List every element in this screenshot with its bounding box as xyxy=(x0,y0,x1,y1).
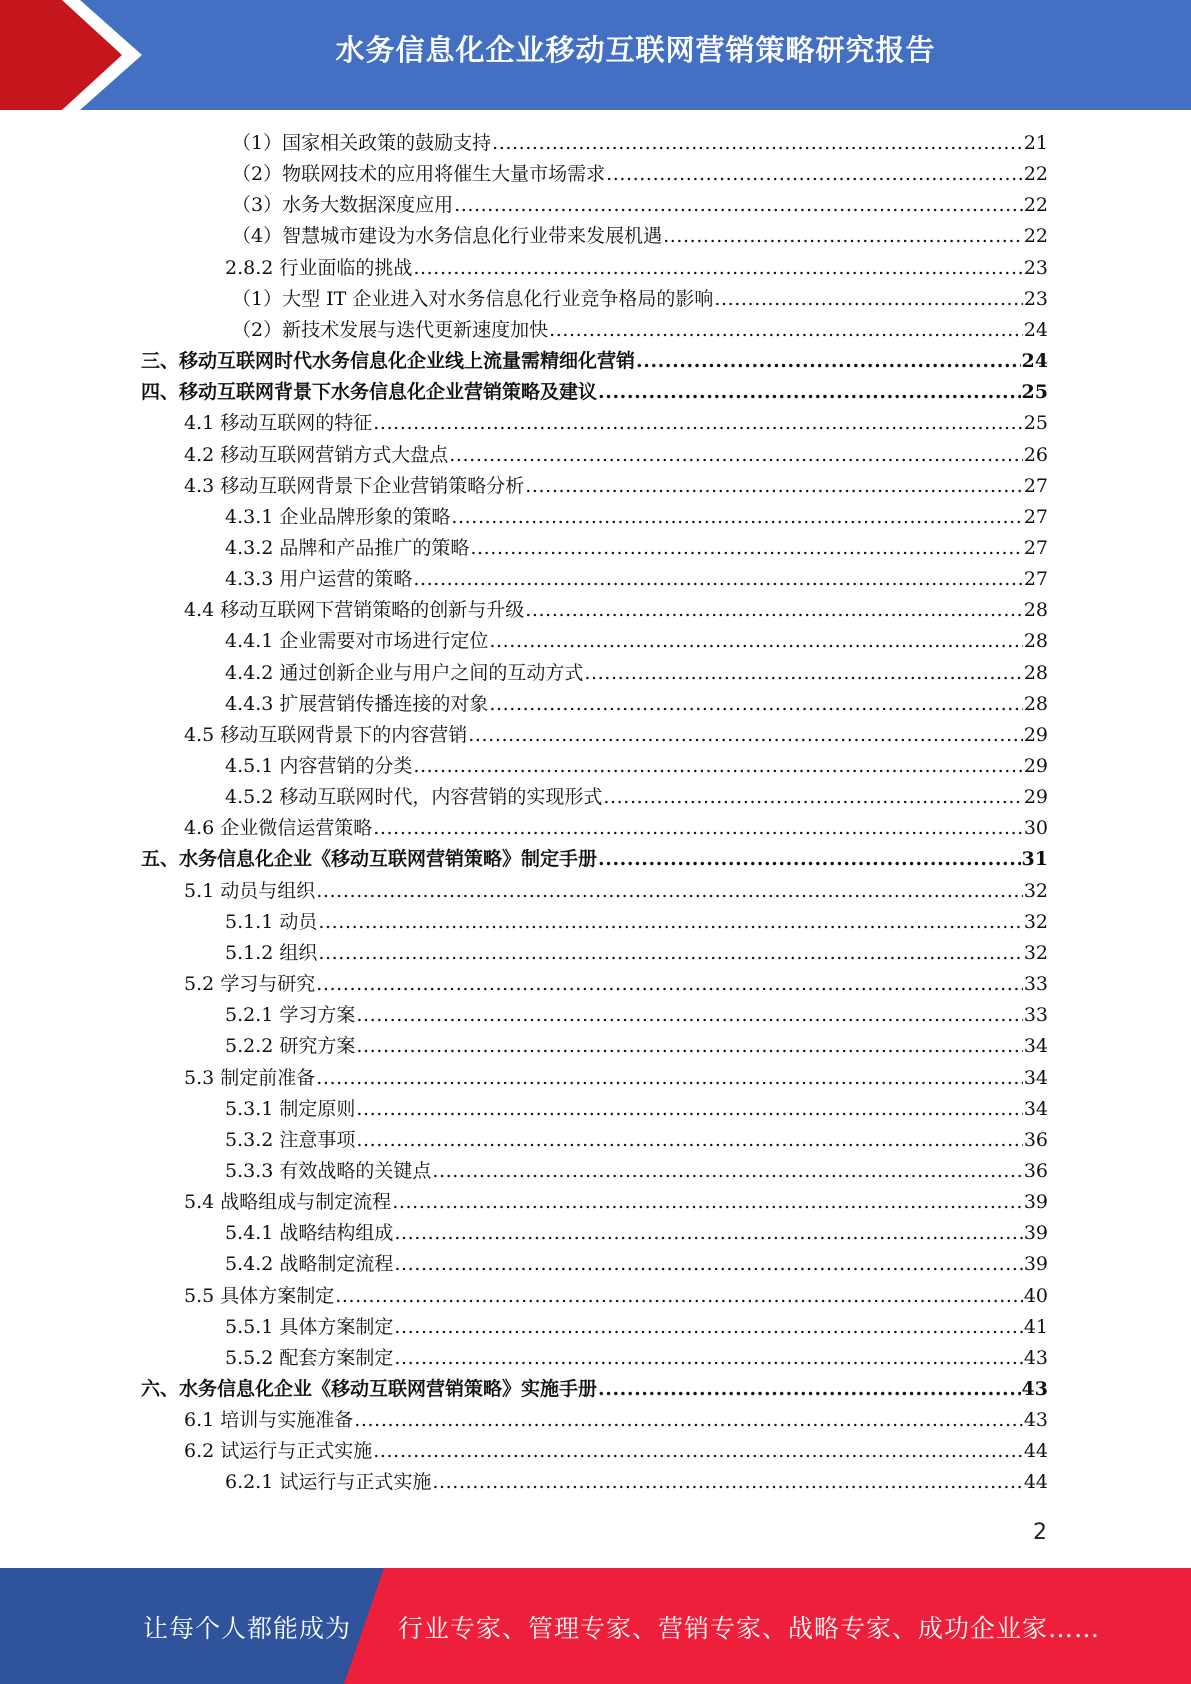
toc-dot-leader xyxy=(598,1374,1021,1405)
toc-entry[interactable] xyxy=(225,253,1048,284)
toc-entry[interactable] xyxy=(232,284,1048,315)
toc-entry[interactable] xyxy=(225,751,1048,782)
toc-entry-page: 29 xyxy=(1023,723,1048,746)
toc-entry[interactable] xyxy=(184,1063,1048,1094)
toc-entry-page: 23 xyxy=(1023,287,1048,310)
toc-dot-leader xyxy=(316,876,1023,907)
toc-entry[interactable] xyxy=(184,471,1048,502)
toc-dot-leader xyxy=(356,1094,1022,1125)
toc-dot-leader xyxy=(373,1436,1023,1467)
toc-entry-label: 4.5 移动互联网背景下的内容营销 xyxy=(184,723,468,746)
toc-entry-label: 4.3.3 用户运营的策略 xyxy=(225,568,413,591)
toc-entry-page: 27 xyxy=(1023,568,1048,591)
toc-entry-page: 29 xyxy=(1023,755,1048,777)
toc-entry[interactable] xyxy=(232,221,1048,252)
toc-entry[interactable] xyxy=(184,1281,1048,1312)
toc-entry[interactable] xyxy=(141,377,1048,408)
toc-entry-page: 36 xyxy=(1023,1128,1048,1151)
toc-entry-page: 27 xyxy=(1023,505,1048,528)
toc-dot-leader xyxy=(394,1312,1022,1343)
toc-entry[interactable] xyxy=(184,595,1048,626)
toc-dot-leader xyxy=(316,969,1023,1000)
toc-dot-leader xyxy=(598,377,1021,408)
toc-entry-label: 2.8.2 行业面临的挑战 xyxy=(225,256,413,279)
toc-entry-label: 5.2 学习与研究 xyxy=(184,973,316,996)
toc-dot-leader xyxy=(394,1343,1022,1374)
toc-entry-page: 23 xyxy=(1023,256,1048,279)
toc-entry-page: 32 xyxy=(1023,941,1048,964)
toc-entry[interactable] xyxy=(232,159,1048,190)
toc-entry-page: 22 xyxy=(1023,194,1048,217)
footer-slogan-left: 让每个人都能成为 xyxy=(143,1614,352,1643)
toc-entry[interactable] xyxy=(184,1187,1048,1218)
toc-entry[interactable] xyxy=(141,1374,1048,1405)
toc-entry-page: 25 xyxy=(1021,381,1048,404)
toc-dot-leader xyxy=(598,844,1021,875)
toc-entry-label: 4.2 移动互联网营销方式大盘点 xyxy=(184,443,449,466)
toc-dot-leader xyxy=(413,564,1022,595)
toc-entry-page: 30 xyxy=(1023,817,1048,840)
toc-entry-page: 39 xyxy=(1023,1222,1048,1245)
toc-dot-leader xyxy=(492,128,1023,159)
toc-entry[interactable] xyxy=(184,1436,1048,1467)
toc-dot-leader xyxy=(663,221,1023,252)
toc-entry-label: 5.1 动员与组织 xyxy=(184,879,316,902)
toc-entry-label: 4.1 移动互联网的特征 xyxy=(184,412,373,435)
toc-dot-leader xyxy=(489,689,1022,720)
toc-dot-leader xyxy=(584,658,1022,689)
toc-entry-label: 5.4.2 战略制定流程 xyxy=(225,1253,394,1276)
toc-dot-leader xyxy=(606,159,1023,190)
toc-entry-label: （2）新技术发展与迭代更新速度加快 xyxy=(232,318,549,341)
toc-entry-page: 32 xyxy=(1023,879,1048,902)
toc-entry-label: （4）智慧城市建设为水务信息化行业带来发展机遇 xyxy=(232,225,663,248)
toc-entry[interactable] xyxy=(225,689,1048,720)
toc-entry-label: 6.2.1 试运行与正式实施 xyxy=(225,1471,432,1494)
toc-dot-leader xyxy=(394,1249,1022,1280)
toc-dot-leader xyxy=(525,595,1023,626)
toc-entry-page: 43 xyxy=(1023,1346,1048,1369)
toc-entry[interactable] xyxy=(225,1000,1048,1031)
toc-entry-page: 29 xyxy=(1023,786,1048,809)
toc-entry-label: 5.5 具体方案制定 xyxy=(184,1284,335,1307)
toc-entry-label: 4.4.1 企业需要对市场进行定位 xyxy=(225,630,489,653)
toc-entry[interactable] xyxy=(225,658,1048,689)
toc-entry-page: 39 xyxy=(1023,1253,1048,1276)
toc-entry-page: 24 xyxy=(1021,350,1048,373)
toc-dot-leader xyxy=(714,284,1022,315)
toc-dot-leader xyxy=(636,346,1021,377)
toc-entry-page: 33 xyxy=(1023,1004,1048,1027)
toc-entry-label: 4.4 移动互联网下营销策略的创新与升级 xyxy=(184,599,525,622)
toc-dot-leader xyxy=(525,471,1023,502)
toc-entry[interactable] xyxy=(232,315,1048,346)
toc-entry-label: （1）大型 IT 企业进入对水务信息化行业竞争格局的影响 xyxy=(232,287,714,310)
toc-entry-label: 6.1 培训与实施准备 xyxy=(184,1409,354,1432)
toc-dot-leader xyxy=(432,1156,1022,1187)
toc-dot-leader xyxy=(413,751,1022,782)
page-header xyxy=(0,0,1191,110)
toc-entry-page: 31 xyxy=(1021,848,1048,871)
toc-entry[interactable] xyxy=(225,502,1048,533)
page-number: 2 xyxy=(1033,1520,1047,1545)
toc-entry[interactable] xyxy=(184,720,1048,751)
toc-entry-page: 21 xyxy=(1023,132,1048,154)
toc-entry[interactable] xyxy=(184,876,1048,907)
toc-entry-page: 43 xyxy=(1021,1378,1048,1400)
toc-entry-label: 5.1.2 组织 xyxy=(225,941,318,964)
toc-dot-leader xyxy=(449,440,1023,471)
toc-dot-leader xyxy=(549,315,1023,346)
toc-entry[interactable] xyxy=(184,1405,1048,1436)
toc-entry[interactable] xyxy=(225,938,1048,969)
toc-dot-leader xyxy=(318,907,1022,938)
toc-entry[interactable] xyxy=(184,408,1048,439)
toc-entry-label: 5.3 制定前准备 xyxy=(184,1066,316,1089)
toc-entry-page: 34 xyxy=(1023,1097,1048,1120)
toc-entry-label: 4.5.1 内容营销的分类 xyxy=(225,755,413,777)
toc-dot-leader xyxy=(468,720,1023,751)
toc-entry[interactable] xyxy=(225,1094,1048,1125)
toc-entry-label: 5.3.3 有效战略的关键点 xyxy=(225,1159,432,1182)
toc-dot-leader xyxy=(373,408,1023,439)
toc-entry-label: 三、移动互联网时代水务信息化企业线上流量需精细化营销 xyxy=(141,350,636,373)
toc-entry-page: 34 xyxy=(1023,1035,1048,1058)
toc-entry-label: 4.3.1 企业品牌形象的策略 xyxy=(225,505,451,528)
toc-dot-leader xyxy=(470,533,1022,564)
report-title: 水务信息化企业移动互联网营销策略研究报告 xyxy=(335,33,936,67)
toc-entry[interactable] xyxy=(225,626,1048,657)
toc-entry-page: 43 xyxy=(1023,1409,1048,1432)
toc-entry-page: 24 xyxy=(1023,318,1048,341)
toc-entry[interactable] xyxy=(225,1031,1048,1062)
toc-entry-label: （2）物联网技术的应用将催生大量市场需求 xyxy=(232,163,606,186)
toc-entry-page: 36 xyxy=(1023,1159,1048,1182)
toc-entry-label: 5.1.1 动员 xyxy=(225,910,318,933)
toc-entry[interactable] xyxy=(225,533,1048,564)
toc-entry-label: 5.5.2 配套方案制定 xyxy=(225,1346,394,1369)
toc-entry-page: 28 xyxy=(1023,692,1048,715)
toc-entry-label: 5.2.2 研究方案 xyxy=(225,1035,356,1058)
toc-entry-label: 5.4 战略组成与制定流程 xyxy=(184,1191,392,1214)
toc-dot-leader xyxy=(318,938,1022,969)
toc-dot-leader xyxy=(335,1281,1023,1312)
toc-entry[interactable] xyxy=(141,844,1048,875)
toc-entry-label: 四、移动互联网背景下水务信息化企业营销策略及建议 xyxy=(141,381,598,404)
toc-entry[interactable] xyxy=(184,813,1048,844)
toc-entry[interactable] xyxy=(184,969,1048,1000)
toc-entry[interactable] xyxy=(225,1156,1048,1187)
toc-entry-page: 40 xyxy=(1023,1284,1048,1307)
toc-dot-leader xyxy=(454,190,1023,221)
toc-dot-leader xyxy=(413,253,1022,284)
toc-entry-page: 28 xyxy=(1023,599,1048,622)
toc-dot-leader xyxy=(354,1405,1023,1436)
toc-entry[interactable] xyxy=(225,1125,1048,1156)
toc-entry-page: 33 xyxy=(1023,973,1048,996)
toc-entry-page: 28 xyxy=(1023,630,1048,653)
toc-entry-label: 4.4.3 扩展营销传播连接的对象 xyxy=(225,692,489,715)
toc-entry[interactable] xyxy=(184,440,1048,471)
toc-entry-page: 32 xyxy=(1023,910,1048,933)
toc-entry-label: 五、水务信息化企业《移动互联网营销策略》制定手册 xyxy=(141,848,598,871)
toc-entry-page: 44 xyxy=(1023,1471,1048,1494)
toc-entry-label: 六、水务信息化企业《移动互联网营销策略》实施手册 xyxy=(141,1378,598,1400)
footer-slogan-right: 行业专家、管理专家、营销专家、战略专家、成功企业家…… xyxy=(398,1614,1101,1643)
toc-dot-leader xyxy=(392,1187,1023,1218)
toc-entry-page: 27 xyxy=(1023,536,1048,559)
toc-entry[interactable] xyxy=(225,1218,1048,1249)
toc-entry[interactable] xyxy=(225,1467,1048,1498)
toc-entry-page: 26 xyxy=(1023,443,1048,466)
header-chevron-decoration xyxy=(0,0,160,110)
toc-entry[interactable] xyxy=(225,907,1048,938)
toc-dot-leader xyxy=(489,626,1022,657)
toc-entry-label: （1）国家相关政策的鼓励支持 xyxy=(232,132,492,154)
toc-entry[interactable] xyxy=(225,564,1048,595)
toc-entry-label: 5.5.1 具体方案制定 xyxy=(225,1315,394,1338)
toc-dot-leader xyxy=(356,1125,1022,1156)
toc-entry-label: 4.3 移动互联网背景下企业营销策略分析 xyxy=(184,474,525,497)
toc-dot-leader xyxy=(316,1063,1023,1094)
toc-entry[interactable] xyxy=(225,1249,1048,1280)
toc-entry-label: 5.2.1 学习方案 xyxy=(225,1004,356,1027)
toc-entry[interactable] xyxy=(141,346,1048,377)
toc-entry[interactable] xyxy=(225,1312,1048,1343)
toc-entry[interactable] xyxy=(225,782,1048,813)
toc-entry-label: 4.3.2 品牌和产品推广的策略 xyxy=(225,536,470,559)
toc-entry-label: 4.5.2 移动互联网时代，内容营销的实现形式 xyxy=(225,786,603,809)
toc-entry[interactable] xyxy=(232,190,1048,221)
toc-entry[interactable] xyxy=(225,1343,1048,1374)
toc-entry-page: 39 xyxy=(1023,1191,1048,1214)
toc-entry-label: 5.3.1 制定原则 xyxy=(225,1097,356,1120)
toc-entry-label: 5.3.2 注意事项 xyxy=(225,1128,356,1151)
page-footer xyxy=(0,1568,1191,1684)
toc-dot-leader xyxy=(373,813,1023,844)
toc-dot-leader xyxy=(356,1031,1022,1062)
toc-entry-page: 28 xyxy=(1023,661,1048,684)
toc-dot-leader xyxy=(432,1467,1022,1498)
toc-entry-page: 22 xyxy=(1023,163,1048,186)
toc-dot-leader xyxy=(451,502,1022,533)
toc-dot-leader xyxy=(356,1000,1022,1031)
toc-entry-page: 41 xyxy=(1023,1315,1048,1338)
toc-entry-label: 6.2 试运行与正式实施 xyxy=(184,1440,373,1463)
toc-entry-page: 34 xyxy=(1023,1066,1048,1089)
toc-entry-page: 27 xyxy=(1023,474,1048,497)
toc-entry-label: （3）水务大数据深度应用 xyxy=(232,194,454,217)
toc-entry-page: 25 xyxy=(1023,412,1048,435)
toc-dot-leader xyxy=(394,1218,1022,1249)
toc-entry-page: 44 xyxy=(1023,1440,1048,1463)
toc-entry-page: 22 xyxy=(1023,225,1048,248)
toc-entry-label: 4.6 企业微信运营策略 xyxy=(184,817,373,840)
toc-entry-label: 4.4.2 通过创新企业与用户之间的互动方式 xyxy=(225,661,584,684)
toc-entry-label: 5.4.1 战略结构组成 xyxy=(225,1222,394,1245)
toc-dot-leader xyxy=(603,782,1022,813)
toc-entry[interactable] xyxy=(232,128,1048,159)
